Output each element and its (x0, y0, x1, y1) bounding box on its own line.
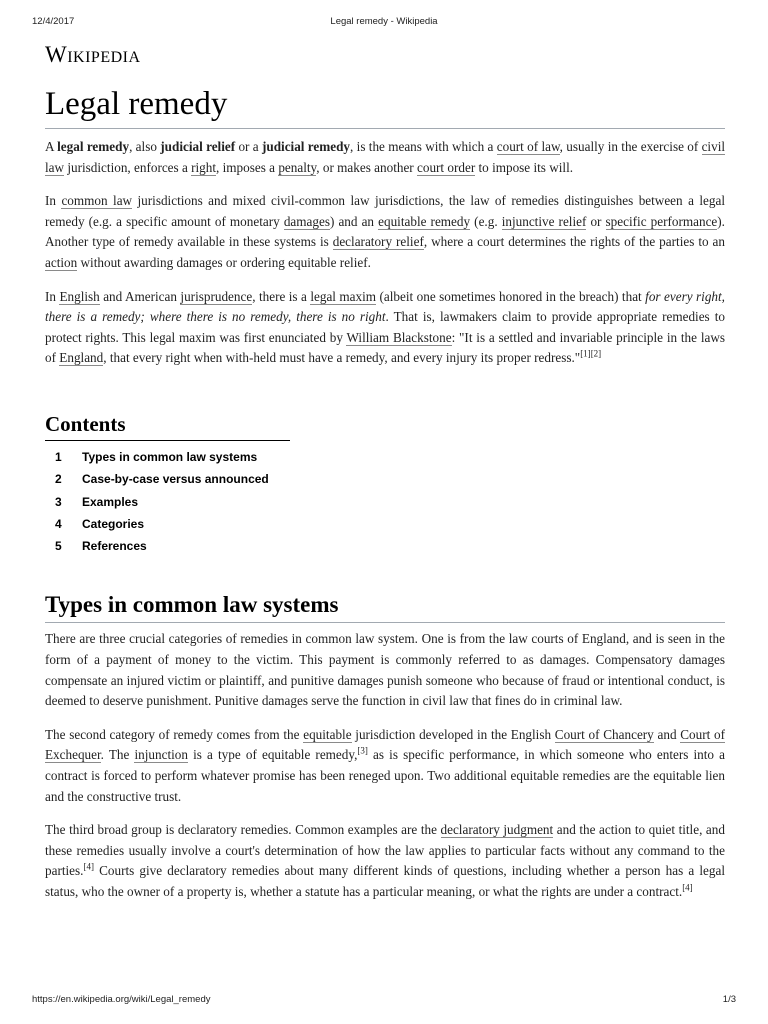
link-damages[interactable]: damages (283, 213, 330, 229)
wikipedia-wordmark: Wikipedia (45, 42, 141, 67)
intro-paragraph-3: In English and American jurisprudence, there is a legal maxim (albeit one sometimes honored in the breach) that for every right, there is a remedy; where there is no remedy, there is no right. That is, lawmakers claim to provide appropriate remedies to protect rights. This legal maxim was first enunciated by William Blackstone: "It is a settled and invariable principle in the laws of England, that every right when with-held must have a remedy, and every injury its proper redress."[1][2] (45, 288, 725, 366)
maxim-italic: for every right, there is a remedy; where there is no remedy, there is no right (45, 288, 725, 325)
section-paragraph-2: The second category of remedy comes from the equitable jurisdiction developed in the English Court of Chancery and Court of Exchequer. The injunction is a type of equitable remedy,[3] as is specific performance, in which someone who enters into a contract is forced to perform whatever promise has been reneged upon. Two additional equitable remedies are the equitable lien and the constructive trust. (45, 726, 726, 804)
intro-paragraph-1: A legal remedy, also judicial relief or a judicial remedy, is the means with which a court of law, usually in the exercise of civil law jurisdiction, enforces a right, imposes a penalty, or makes another court order to impose its will. (45, 139, 726, 175)
link-jurisprudence[interactable]: jurisprudence (180, 288, 253, 304)
citation-2[interactable]: [2] (590, 348, 602, 359)
link-court-order[interactable]: court order (417, 159, 476, 175)
toc-number: 4 (55, 516, 62, 531)
toc-item-references[interactable] (45, 535, 290, 557)
toc-number: 3 (55, 494, 62, 509)
link-william-blackstone[interactable]: William Blackstone (346, 329, 452, 345)
link-specific-performance[interactable]: specific performance (605, 213, 718, 229)
intro-paragraph-2: In common law jurisdictions and mixed civil-common law jurisdictions, the law of remedies distinguishes between a legal remedy (e.g. a specific amount of monetary damages) and an equitable remedy (e.g. injunctive relief or specific performance). Another type of remedy available in these systems is declaratory relief, where a court determines the rights of the parties to an action without awarding damages or ordering equitable relief. (45, 193, 725, 270)
print-date: 12/4/2017 (32, 16, 75, 27)
link-common-law[interactable]: common law (61, 193, 133, 209)
citation-4[interactable]: [4] (83, 861, 94, 872)
print-url: https://en.wikipedia.org/wiki/Legal_remedy (32, 994, 211, 1005)
toc-number: 5 (55, 539, 62, 554)
link-legal-maxim[interactable]: legal maxim (310, 288, 377, 304)
link-england[interactable]: England (59, 350, 104, 366)
print-header (32, 16, 736, 30)
print-footer (32, 994, 736, 1008)
toc-label: References (82, 539, 147, 554)
toc-label: Types in common law systems (82, 449, 258, 464)
toc-label: Examples (82, 494, 139, 509)
toc-label: Case-by-case versus announced (82, 472, 269, 487)
link-court-of-chancery[interactable]: Court of Chancery (554, 726, 654, 742)
link-civil-law[interactable]: civil law (45, 139, 726, 175)
toc-item-examples[interactable] (45, 491, 290, 513)
toc-title: Contents (45, 411, 290, 441)
link-court-of-law[interactable]: court of law (496, 139, 560, 154)
link-equitable[interactable]: equitable (303, 726, 352, 742)
toc-item-case-by-case[interactable] (45, 468, 290, 490)
link-penalty[interactable]: penalty (278, 159, 317, 175)
section-paragraph-3: The third broad group is declaratory remedies. Common examples are the declaratory judgment and the action to quiet title, and these remedies usually involve a court's determination of how the law applies to particular facts without any command to the parties.[4] Courts give declaratory remedies about many different kinds of questions, including whether a person has a legal status, who the owner of a property is, whether a statute has a particular meaning, or what the rights are under a contract.[4] (45, 822, 725, 899)
citation-4b[interactable]: [4] (682, 882, 693, 893)
link-english[interactable]: English (59, 288, 100, 304)
toc-item-types[interactable] (45, 446, 290, 468)
toc-label: Categories (82, 516, 145, 531)
link-injunctive-relief[interactable]: injunctive relief (501, 213, 587, 229)
link-injunction[interactable]: injunction (134, 747, 188, 763)
article-content (45, 40, 725, 916)
section-heading-types: Types in common law systems (45, 591, 725, 623)
link-right[interactable]: right (191, 159, 217, 175)
toc-list (45, 446, 290, 557)
citation-1[interactable]: [1] (580, 348, 591, 359)
link-declaratory-judgment[interactable]: declaratory judgment (440, 822, 554, 838)
toc-number: 1 (55, 449, 62, 464)
citation-3[interactable]: [3] (357, 746, 368, 756)
print-page-title: Legal remedy - Wikipedia (330, 16, 438, 27)
link-declaratory-relief[interactable]: declaratory relief (332, 234, 424, 250)
table-of-contents (45, 411, 290, 557)
link-equitable-remedy[interactable]: equitable remedy (378, 213, 471, 229)
toc-number: 2 (55, 472, 62, 487)
section-paragraph-1: There are three crucial categories of remedies in common law system. One is from the law courts of England, and is seen in the form of a payment of money to the victim. This payment is commonly referred to as damages. Compensatory damages compensate an injured victim or plaintiff, and punitive damages punish someone who because of fraud or intentional conduct, is deemed to deserve punishment. Punitive damages serve the function in civil law that fines do in criminal law. (45, 631, 725, 709)
link-action[interactable]: action (45, 254, 78, 270)
print-page-number: 1/3 (722, 994, 736, 1005)
link-court-of-exchequer[interactable]: Court of Exchequer (45, 726, 726, 763)
page-title: Legal remedy (45, 84, 725, 129)
toc-item-categories[interactable] (45, 513, 290, 535)
